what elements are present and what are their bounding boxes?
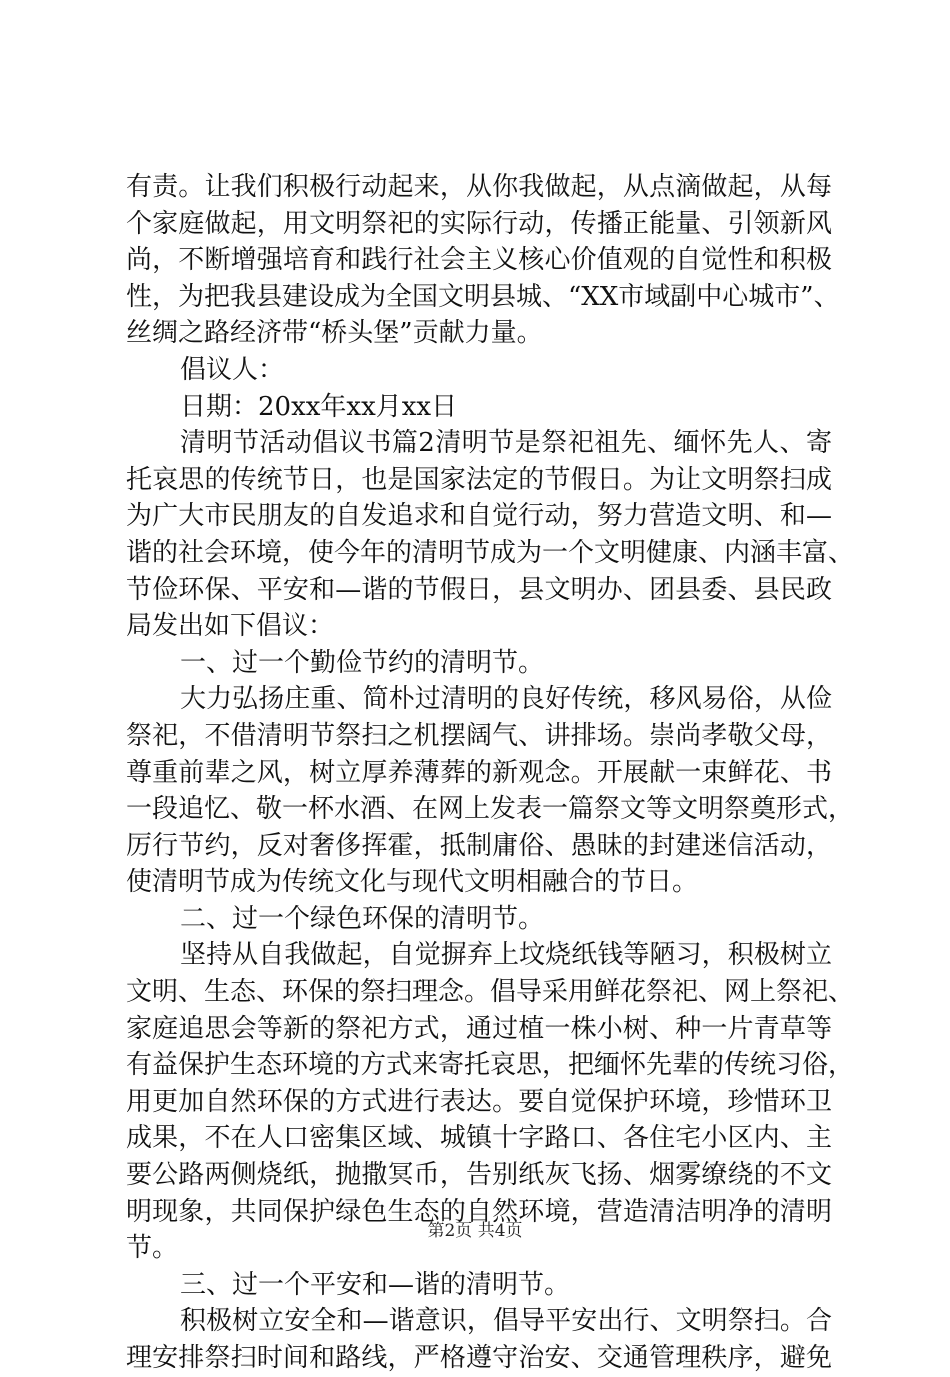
text-line: 日期：20xx年xx月xx日 [180, 391, 458, 422]
text-line: 文明、生态、环保的祭扫理念。倡导采用鲜花祭祀、网上祭祀、 [126, 977, 855, 1008]
text-line: 谐的社会环境，使今年的清明节成为一个文明健康、内涵丰富、 [126, 537, 855, 568]
text-line: 节俭环保、平安和—谐的节假日，县文明办、团县委、县民政 [126, 574, 832, 605]
text-line: 清明节活动倡议书篇2清明节是祭祀祖先、缅怀先人、寄 [180, 428, 832, 459]
text-line: 个家庭做起，用文明祭祀的实际行动，传播正能量、引领新风 [126, 208, 832, 239]
text-line: 尚，不断增强培育和践行社会主义核心价值观的自觉性和积极 [126, 245, 832, 276]
text-line: 性，为把我县建设成为全国文明县城、“XX市域副中心城市”、 [126, 281, 840, 312]
text-line: 尊重前辈之风，树立厚养薄葬的新观念。开展献一束鲜花、书 [126, 757, 832, 788]
text-line: 积极树立安全和—谐意识，倡导平安出行、文明祭扫。合 [180, 1306, 832, 1337]
text-line: 成果，不在人口密集区域、城镇十字路口、各住宅小区内、主 [126, 1123, 832, 1154]
text-line: 明现象，共同保护绿色生态的自然环境，营造清洁明净的清明 [126, 1196, 832, 1227]
page-number: 第2页 共4页 [427, 1221, 523, 1241]
text-line: 用更加自然环保的方式进行表达。要自觉保护环境，珍惜环卫 [126, 1086, 832, 1117]
text-line: 坚持从自我做起，自觉摒弃上坟烧纸钱等陋习，积极树立 [180, 940, 832, 971]
text-line: 理安排祭扫时间和路线，严格遵守治安、交通管理秩序，避免 [126, 1343, 832, 1373]
text-line: 厉行节约，反对奢侈挥霍，抵制庸俗、愚昧的封建迷信活动， [126, 830, 832, 861]
text-line: 三、过一个平安和—谐的清明节。 [180, 1269, 571, 1300]
text-line: 倡议人： [180, 354, 285, 385]
text-line: 托哀思的传统节日，也是国家法定的节假日。为让文明祭扫成 [126, 464, 832, 495]
text-line: 家庭追思会等新的祭祀方式，通过植一株小树、种一片青草等 [126, 1013, 832, 1044]
page-footer [0, 1216, 950, 1241]
text-line: 祭祀，不借清明节祭扫之机摆阔气、讲排场。崇尚孝敬父母， [126, 720, 832, 751]
text-line: 局发出如下倡议： [126, 611, 335, 642]
text-line: 使清明节成为传统文化与现代文明相融合的节日。 [126, 867, 699, 898]
text-line: 丝绸之路经济带“桥头堡”贡献力量。 [126, 318, 543, 349]
text-line: 为广大市民朋友的自发追求和自觉行动，努力营造文明、和— [126, 501, 832, 532]
text-line: 二、过一个绿色环保的清明节。 [180, 903, 545, 934]
text-line: 要公路两侧烧纸，抛撒冥币，告别纸灰飞扬、烟雾缭绕的不文 [126, 1160, 832, 1191]
document-body [126, 169, 855, 1377]
text-line: 有责。让我们积极行动起来，从你我做起，从点滴做起，从每 [126, 172, 832, 202]
text-line: 有益保护生态环境的方式来寄托哀思，把缅怀先辈的传统习俗， [126, 1050, 855, 1081]
text-line: 节。 [126, 1233, 179, 1264]
text-line: 一、过一个勤俭节约的清明节。 [180, 647, 545, 678]
text-line: 一段追忆、敬一杯水酒、在网上发表一篇祭文等文明祭奠形式， [126, 794, 855, 825]
text-line: 大力弘扬庄重、简朴过清明的良好传统，移风易俗，从俭 [180, 684, 832, 715]
